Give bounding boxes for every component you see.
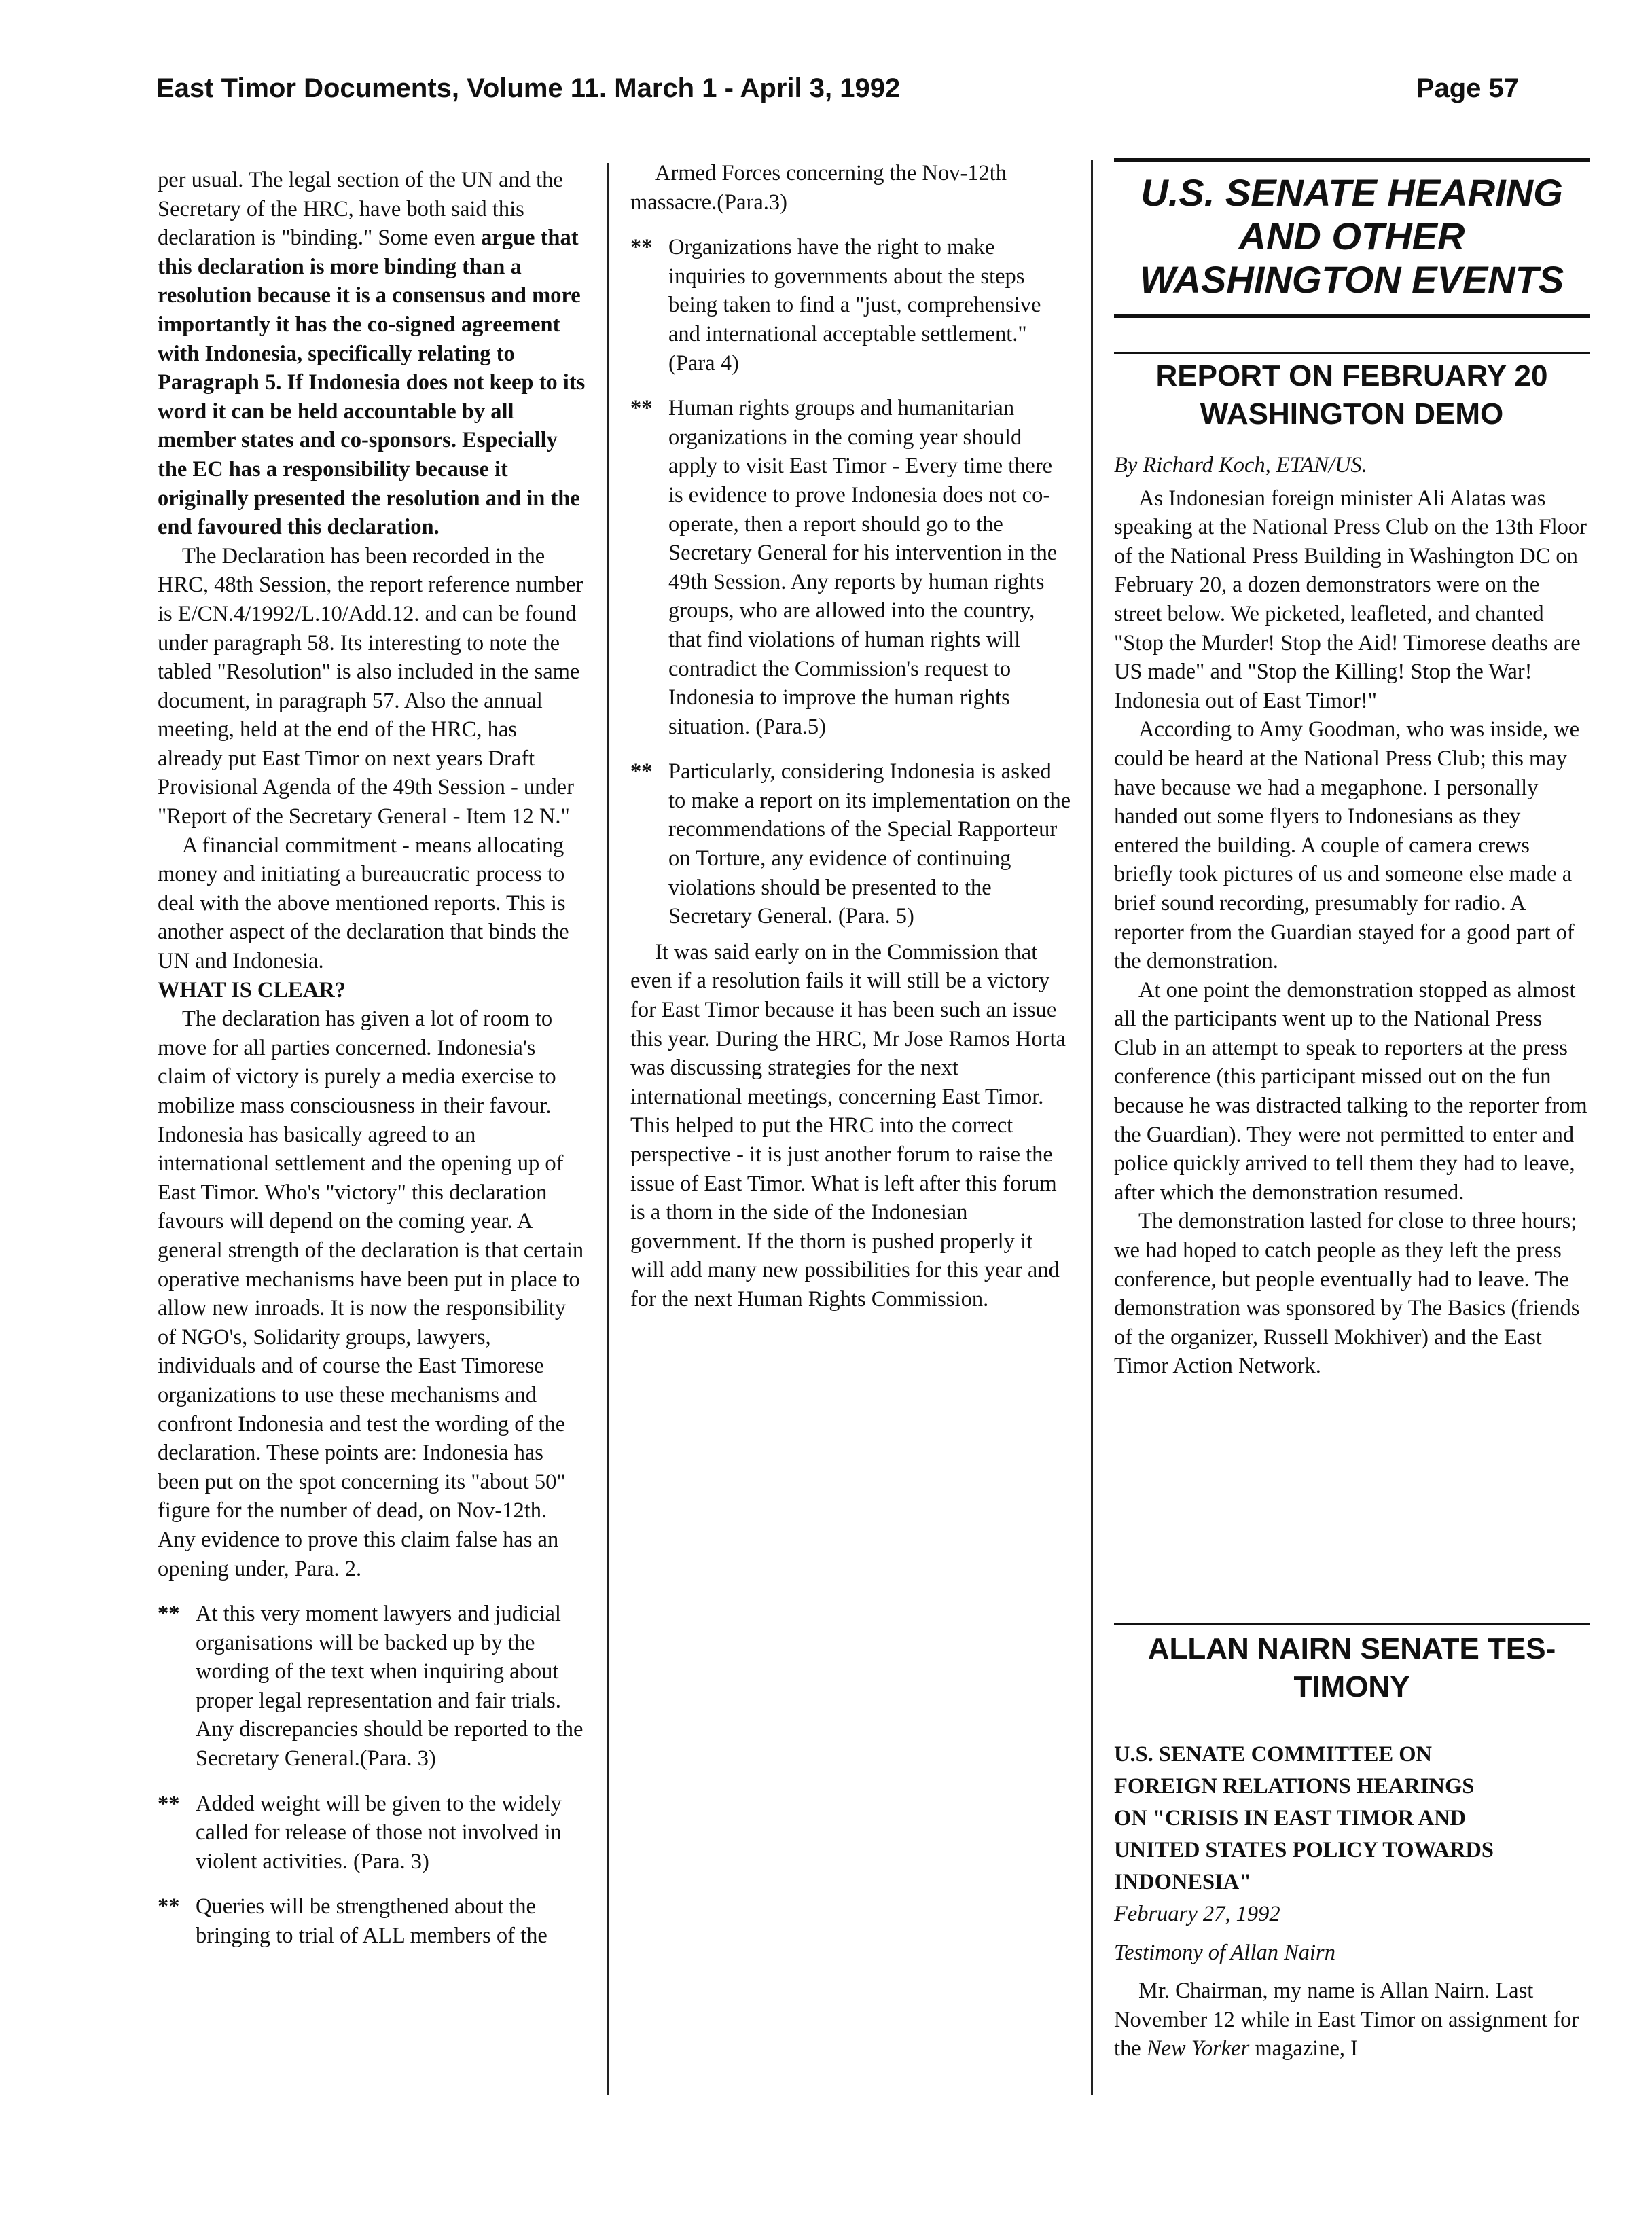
- paragraph: As Indonesian foreign minister Ali Alatas was speaking at the National Press Club on the 13th Floor of the National Press Building in Washington DC on February 20, a dozen demonstrators were on the street below. We picketed, leafleted, and chanted "Stop the Murder! Stop the Aid! Timorese deaths are US made" and "Stop the Killing! Stop the War! Indonesia out of East Timor!": [1114, 486, 1587, 713]
- byline: By Richard Koch, ETAN/US.: [1114, 453, 1367, 477]
- bullet-text: Queries will be strengthened about the bringing to trial of ALL members of the: [196, 1894, 547, 1949]
- paragraph: The demonstration lasted for close to three hours; we had hoped to catch people as they left the press conference, but people eventually had to leave. The demonstration was sponsored by The Basics (friends of the organizer, Russell Mokhiver) and the East Timor Action Network.: [1114, 1209, 1580, 1379]
- hearing-date: February 27, 1992: [1114, 1902, 1280, 1926]
- column-1: [158, 166, 586, 1951]
- subheading: WHAT IS CLEAR?: [158, 977, 346, 1003]
- magazine-name: New Yorker: [1146, 2036, 1250, 2061]
- section-title-line: WASHINGTON EVENTS: [1139, 258, 1564, 301]
- committee-heading-line: ON "CRISIS IN EAST TIMOR AND: [1114, 1806, 1467, 1830]
- bullet-marker: **: [158, 1791, 180, 1816]
- paragraph: The declaration has given a lot of room to move for all parties concerned. Indonesia's claim of victory is purely a media exercise to mobilize mass consciousness in their favour. Indonesia has basically agreed to an international settlement and the opening up of East Timor. Who's "victory" this declaration favours will depend on the coming year. A general strength of the declaration is that certain operative mechanisms have been put in place to allow new inroads. It is now the responsibility of NGO's, Solidarity groups, lawyers, individuals and of course the East Timorese organizations to use these mechanisms and confront Indonesia and test the wording of the declaration. These points are: Indonesia has been put on the spot concerning its "about 50" figure for the number of dead, on Nov-12th. Any evidence to prove this claim false has an opening under, Para. 2.: [158, 1007, 584, 1581]
- section-title-line: AND OTHER: [1238, 215, 1465, 257]
- article-rule: [1114, 352, 1590, 354]
- article-demo: [1114, 451, 1590, 1381]
- bullet-text: Human rights groups and humanitarian organizations in the coming year should apply to visit East Timor - Every time there is evidence to prove Indonesia does not co-operate, then a report should go to the Secretary General for his intervention in the 49th Session. Any reports by human rights groups, who are allowed into the country, that find violations of human rights will contradict the Commission's request to Indonesia to improve the human rights situation. (Para.5): [668, 396, 1058, 739]
- committee-heading-line: INDONESIA": [1114, 1870, 1252, 1894]
- bullet-item: [158, 1790, 586, 1877]
- bullet-item: [630, 757, 1072, 931]
- paragraph-text: per usual. The legal section of the UN and the Secretary of the HRC, have both said this declaration is "binding." Some even: [158, 168, 563, 251]
- paragraph: According to Amy Goodman, who was inside, we could be heard at the National Press Club; this may have because we had a megaphone. I personally handed out some flyers to Indonesians as they entered the building. A couple of camera crews briefly took pictures of us and someone else made a brief sound recording, presumably for radio. A reporter from the Guardian stayed for a good part of the demonstration.: [1114, 717, 1580, 974]
- section-rule-top: [1114, 158, 1590, 162]
- header-publication: East Timor Documents, Volume 11. March 1 - April 3, 1992: [156, 73, 901, 103]
- column-divider: [1091, 160, 1093, 2095]
- paragraph: [158, 166, 586, 542]
- bullet-text: Organizations have the right to make inquiries to governments about the steps being taken to find a "just, comprehensive and international acceptable settlement."(Para 4): [668, 235, 1041, 376]
- bullet-marker: **: [630, 759, 653, 784]
- committee-heading-line: FOREIGN RELATIONS HEARINGS: [1114, 1774, 1475, 1799]
- bullet-marker: **: [630, 396, 653, 421]
- paragraph-text: magazine, I: [1249, 2036, 1358, 2061]
- bullet-item: [158, 1600, 586, 1773]
- paragraph: [1114, 1976, 1590, 2063]
- paragraph-emphasis: argue that this declaration is more binding than a resolution because it is a consensus and more importantly it has the co-signed agreement with Indonesia, specifically relating to Paragraph 5. If Indonesia does not keep to its word it can be held accountable by all member states and co-sponsors. Especially the EC has a responsibility because it originally presented the resolution and in the end favoured this declaration.: [158, 225, 586, 540]
- article-nairn: [1114, 1739, 1590, 2063]
- section-title-line: U.S. SENATE HEARING: [1141, 171, 1563, 214]
- testimony-label: Testimony of Allan Nairn: [1114, 1940, 1335, 1965]
- paragraph: It was said early on in the Commission that even if a resolution fails it will still be a victory for East Timor because it has been such an issue this year. During the HRC, Mr Jose Ramos Horta was discussing strategies for the next international meetings, concerning East Timor. This helped to put the HRC into the correct perspective - it is just another forum to raise the issue of East Timor. What is left after this forum is a thorn in the side of the Indonesian government. If the thorn is pushed properly it will add many new possibilities for this year and for the next Human Rights Commission.: [630, 939, 1066, 1312]
- section-title: [1114, 171, 1590, 302]
- bullet-item: [630, 394, 1072, 741]
- paragraph: Armed Forces concerning the Nov-12th massacre.(Para.3): [630, 161, 1007, 215]
- bullet-text: Added weight will be given to the widely called for release of those not involved in violent activities. (Para. 3): [196, 1791, 562, 1874]
- paragraph: A financial commitment - means allocating money and initiating a bureaucratic process to deal with the above mentioned reports. This is another aspect of the declaration that binds the UN and Indonesia.: [158, 833, 569, 974]
- bullet-text: Particularly, considering Indonesia is asked to make a report on its implementation on the recommendations of the Special Rapporteur on Torture, any evidence of continuing violations should be presented to the Secretary General. (Para. 5): [668, 759, 1071, 929]
- committee-heading: [1114, 1739, 1590, 1898]
- bullet-item: [158, 1892, 586, 1950]
- section-rule-bottom: [1114, 314, 1590, 318]
- bullet-marker: **: [158, 1602, 180, 1627]
- article-title: [1114, 1630, 1590, 1706]
- committee-heading-line: U.S. SENATE COMMITTEE ON: [1114, 1742, 1433, 1767]
- article-title-line: REPORT ON FEBRUARY 20: [1155, 359, 1548, 393]
- paragraph-text: Mr. Chairman, my name is Allan Nairn. Last November 12 while in East Timor on assignment for the: [1114, 1979, 1579, 2061]
- bullet-text: At this very moment lawyers and judicial organisations will be backed up by the wording of the text when inquiring about proper legal representation and fair trials. Any discrepancies should be reported to the Secretary General.(Para. 3): [196, 1602, 583, 1771]
- article-title-line: TIMONY: [1293, 1670, 1410, 1703]
- paragraph: The Declaration has been recorded in the HRC, 48th Session, the report reference number is E/CN.4/1992/L.10/Add.12. and can be found under paragraph 58. Its interesting to note the tabled "Resolution" is also included in the same document, in paragraph 57. Also the annual meeting, held at the end of the HRC, has already put East Timor on next years Draft Provisional Agenda of the 49th Session - under "Report of the Secretary General - Item 12 N.": [158, 543, 583, 829]
- committee-heading-line: UNITED STATES POLICY TOWARDS: [1114, 1838, 1494, 1862]
- article-title: [1114, 357, 1590, 433]
- column-divider: [607, 163, 609, 2095]
- bullet-marker: **: [630, 235, 653, 260]
- article-title-line: WASHINGTON DEMO: [1200, 397, 1504, 431]
- article-title-line: ALLAN NAIRN SENATE TES-: [1147, 1632, 1556, 1665]
- paragraph: At one point the demonstration stopped as almost all the participants went up to the National Press Club in an attempt to speak to reporters at the press conference (this participant missed out on the fun because he was distracted talking to the reporter from the Guardian). They were not permitted to enter and police quickly arrived to tell them they had to leave, after which the demonstration resumed.: [1114, 977, 1587, 1205]
- bullet-marker: **: [158, 1894, 180, 1919]
- column-2: [630, 159, 1072, 1314]
- article-rule: [1114, 1623, 1590, 1625]
- header-page-number: Page 57: [1416, 73, 1519, 103]
- bullet-item: [630, 233, 1072, 378]
